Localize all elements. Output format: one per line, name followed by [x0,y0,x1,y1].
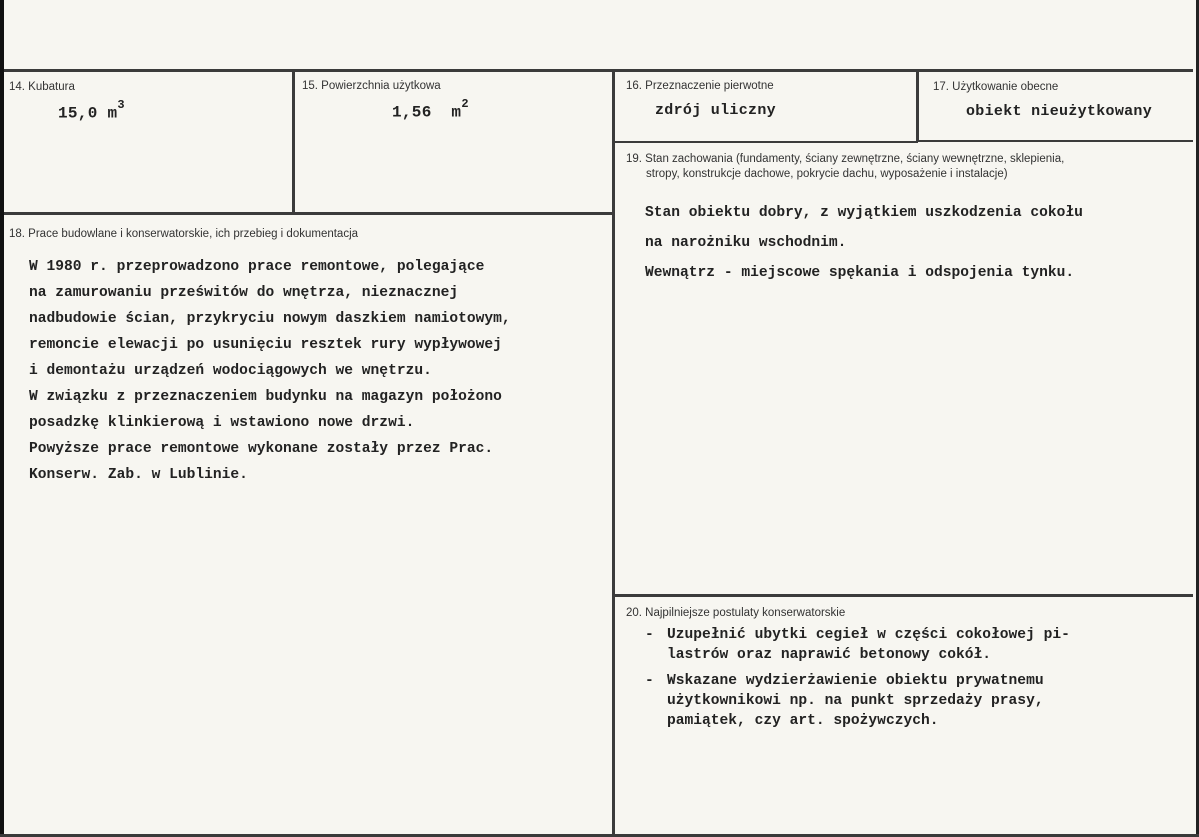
field-18-line: Powyższe prace remontowe wykonane zostały przez Prac. [29,441,494,457]
field-19-line: Stan obiektu dobry, z wyjątkiem uszkodzenia cokołu [645,205,1083,221]
list-item [645,671,1070,731]
list-item-line: Wskazane wydzierżawienie obiektu prywatnemu [667,673,1044,689]
list-item-line: lastrów oraz naprawić betonowy cokół. [667,647,992,663]
field-19-line: na narożniku wschodnim. [645,235,847,251]
field-18-line: Konserw. Zab. w Lublinie. [29,467,248,483]
field-18-label: 18. Prace budowlane i konserwatorskie, ich przebieg i dokumentacja [9,228,359,240]
list-item-line: użytkownikowi np. na punkt sprzedaży prasy, [667,693,1044,709]
divider-14-15 [292,70,295,213]
field-14-label: 14. Kubatura [9,81,75,93]
field-20-list [645,625,1070,737]
list-dash: - [645,673,654,689]
rule-above-field-18 [4,212,615,215]
field-18-line: W związku z przeznaczeniem budynku na magazyn położono [29,389,502,405]
field-15-label: 15. Powierzchnia użytkowa [302,80,441,92]
field-19-line: Wewnątrz - miejscowe spękania i odspojenia tynku. [645,265,1075,281]
field-18-line: i demontażu urządzeń wodociągowych we wnętrzu. [29,363,432,379]
field-19-label-line-2: stropy, konstrukcje dachowe, pokrycie dachu, wyposażenie i instalacje) [646,168,1008,180]
field-18-line: posadzkę klinkierową i wstawiono nowe drzwi. [29,415,415,431]
rule-under-field-17 [918,140,1193,142]
field-18-line: nadbudowie ścian, przykryciu nowym daszkiem namiotowym, [29,311,511,327]
list-item-line: Uzupełnić ubytki cegieł w części cokołowej pi- [667,627,1070,643]
list-item [645,625,1070,665]
rule-under-field-16 [615,141,918,143]
field-14-unit-exponent: 3 [117,98,125,112]
top-rule [4,69,1193,72]
field-18-line: W 1980 r. przeprowadzono prace remontowe, polegające [29,259,485,275]
field-16-value: zdrój uliczny [655,102,776,119]
field-19-text [645,198,1083,288]
field-16-label: 16. Przeznaczenie pierwotne [626,80,774,92]
field-17-label: 17. Użytkowanie obecne [933,81,1059,93]
field-14-value: 15,0 $m^3$ [58,98,125,123]
rule-above-field-20 [615,594,1193,597]
field-15-value: 1,56 $m^2$ [392,97,469,122]
field-18-line: na zamurowaniu prześwitów do wnętrza, nieznacznej [29,285,459,301]
field-15-unit-exponent: 2 [461,97,469,111]
field-18-line: remoncie elewacji po usunięciu resztek rury wypływowej [29,337,502,353]
list-dash: - [645,627,654,643]
field-20-label: 20. Najpilniejsze postulaty konserwatorskie [626,607,846,619]
field-18-text [29,254,511,488]
center-divider [612,70,615,837]
divider-16-17 [916,70,919,142]
page-edge-left [0,0,4,837]
field-17-value: obiekt nieużytkowany [966,103,1153,120]
list-item-line: pamiątek, czy art. spożywczych. [667,713,939,729]
field-19-label-line-1: 19. Stan zachowania (fundamenty, ściany zewnętrzne, ściany wewnętrzne, sklepienia, [626,153,1065,165]
